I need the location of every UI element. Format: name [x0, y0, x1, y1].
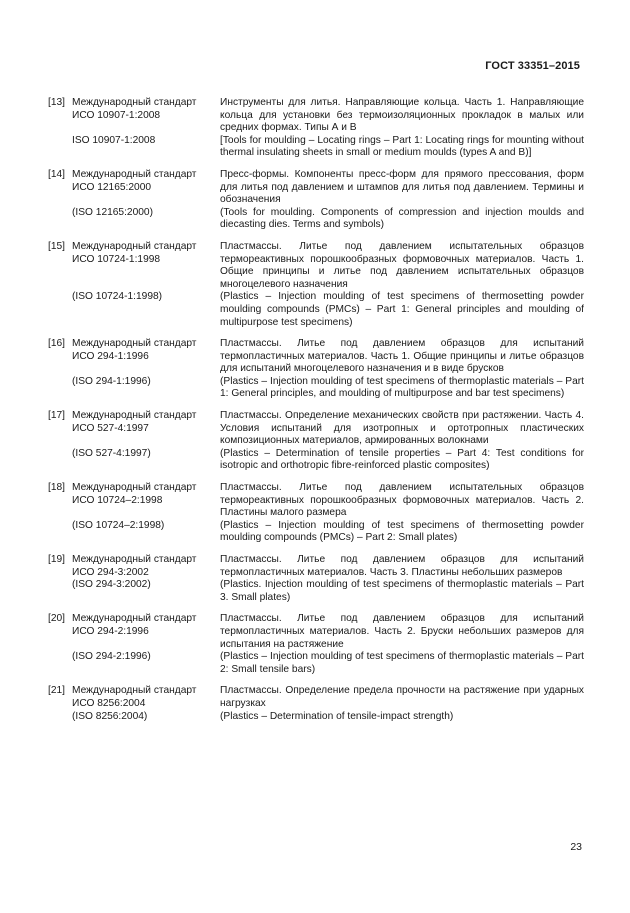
standard-title: Пластмассы. Литье под давлением испытательных образцов термореактивных порошкообразных формовочных материалов. Часть 2. Пластины малого размера: [220, 482, 584, 519]
reference-list: [48, 97, 584, 732]
reference-row: [48, 554, 584, 604]
standard-designation: Международный стандарт ИСО 10724–2:1998: [72, 482, 197, 506]
reference-entry: [48, 169, 584, 232]
standard-title: (Plastics – Injection moulding of test specimens of thermoplastic materials – Part 1: General principles, and moulding of multipurpose and bar test specimens): [220, 375, 584, 400]
reference-entry: [48, 338, 584, 401]
standard-title: Инструменты для литья. Направляющие кольца. Часть 1. Направляющие кольца для установки без термоизоляционных прокладок в малых или средних формах. Типы А и В: [220, 97, 584, 134]
reference-row: [48, 651, 584, 676]
standard-designation: (ISO 294-1:1996): [72, 375, 151, 387]
reference-entry: [48, 685, 584, 723]
standard-designation: Международный стандарт ИСО 294-3:2002 (ISO 294-3:2002): [72, 554, 197, 591]
reference-row: [48, 520, 584, 545]
standard-designation: Международный стандарт ИСО 294-1:1996: [72, 338, 197, 362]
reference-row: [48, 410, 584, 448]
standard-title: Пластмассы. Определение предела прочности на растяжение при ударных нагрузках (Plastics – Determination of tensile-impact strength): [220, 685, 584, 722]
standard-title: Пластмассы. Литье под давлением испытательных образцов термореактивных порошкообразных формовочных материалов. Часть 1. Общие принципы и литье под давлением испытательных образцов многоцелевого назначения: [220, 240, 584, 290]
standard-designation: Международный стандарт ИСО 8256:2004 (ISO 8256:2004): [72, 685, 197, 722]
standard-designation: (ISO 10724–2:1998): [72, 519, 165, 531]
standard-designation: (ISO 527-4:1997): [72, 447, 151, 459]
standard-title: Пресс-формы. Компоненты пресс-форм для прямого прессования, форм для литья под давлением и штампов для литья под давлением. Термины и обозначения: [220, 168, 584, 206]
standard-designation: ISO 10907-1:2008: [72, 134, 156, 146]
reference-row: [48, 482, 584, 520]
reference-row: [48, 135, 584, 160]
reference-number: [13]: [48, 97, 65, 108]
reference-row: [48, 338, 584, 376]
reference-entry: [48, 613, 584, 676]
standard-designation: Международный стандарт ИСО 12165:2000: [72, 168, 197, 193]
reference-row: [48, 448, 584, 473]
standard-designation: Международный стандарт ИСО 527-4:1997: [72, 410, 197, 434]
reference-row: [48, 291, 584, 329]
reference-row: [48, 169, 584, 207]
reference-row: [48, 613, 584, 651]
reference-number: [17]: [48, 410, 65, 422]
reference-number: [16]: [48, 338, 65, 350]
standard-designation: Международный стандарт ИСО 10907-1:2008: [72, 97, 197, 121]
reference-number: [21]: [48, 685, 65, 697]
standard-title: (Tools for moulding. Components of compression and injection moulds and diecasting dies. Terms and symbols): [220, 206, 584, 231]
reference-row: [48, 207, 584, 232]
standard-designation: Международный стандарт ИСО 10724-1:1998: [72, 240, 197, 265]
reference-entry: [48, 241, 584, 329]
standard-title: Пластмассы. Литье под давлением образцов для испытаний термопластичных материалов. Часть 1. Общие принципы и литье образцов для испытаний многоцелевого назначения и в виде брусков: [220, 338, 584, 375]
standard-designation: (ISO 10724-1:1998): [72, 291, 163, 303]
standard-title: Пластмассы. Литье под давлением образцов для испытаний термопластичных материалов. Часть 3. Пластины небольших размеров (Plastics. Injection moulding of test specimens of thermoplastic materials – Part 3. Small plates): [220, 554, 584, 603]
standard-title: [Tools for moulding – Locating rings – Part 1: Locating rings for mounting without thermal insulating sheets in small or medium moulds (types A and B)]: [220, 134, 584, 159]
document-code: ГОСТ 33351–2015: [485, 60, 580, 72]
standard-title: (Plastics – Injection moulding of test specimens of thermosetting powder moulding compounds (PMCs) – Part 2: Small plates): [220, 519, 584, 544]
standard-title: Пластмассы. Определение механических свойств при растяжении. Часть 4. Условия испытаний для изотропных и ортотропных пластических композиционных материалов, армированных волокнами: [220, 410, 584, 447]
standard-title: (Plastics – Injection moulding of test specimens of thermosetting powder moulding compounds (PMCs) – Part 1: General principles and moulding of multipurpose test specimens): [220, 291, 584, 328]
reference-number: [20]: [48, 613, 65, 625]
reference-row: [48, 241, 584, 291]
reference-row: [48, 97, 584, 135]
reference-entry: [48, 97, 584, 160]
reference-number: [14]: [48, 168, 65, 180]
standard-designation: Международный стандарт ИСО 294-2:1996: [72, 613, 197, 637]
reference-entry: [48, 410, 584, 473]
standard-title: Пластмассы. Литье под давлением образцов для испытаний термопластичных материалов. Часть 2. Бруски небольших размеров для испытания на растяжение: [220, 613, 584, 650]
reference-row: [48, 685, 584, 723]
reference-number: [18]: [48, 482, 65, 494]
reference-entry: [48, 482, 584, 545]
page-number: 23: [570, 841, 582, 853]
standard-title: (Plastics – Determination of tensile properties – Part 4: Test conditions for isotropic and orthotropic fibre-reinforced plastic composites): [220, 447, 584, 472]
reference-entry: [48, 554, 584, 604]
reference-number: [15]: [48, 240, 65, 252]
reference-row: [48, 376, 584, 401]
standard-title: (Plastics – Injection moulding of test specimens of thermoplastic materials – Part 2: Small tensile bars): [220, 651, 584, 675]
reference-number: [19]: [48, 554, 65, 565]
standard-designation: (ISO 12165:2000): [72, 206, 153, 218]
standard-designation: (ISO 294-2:1996): [72, 651, 151, 663]
